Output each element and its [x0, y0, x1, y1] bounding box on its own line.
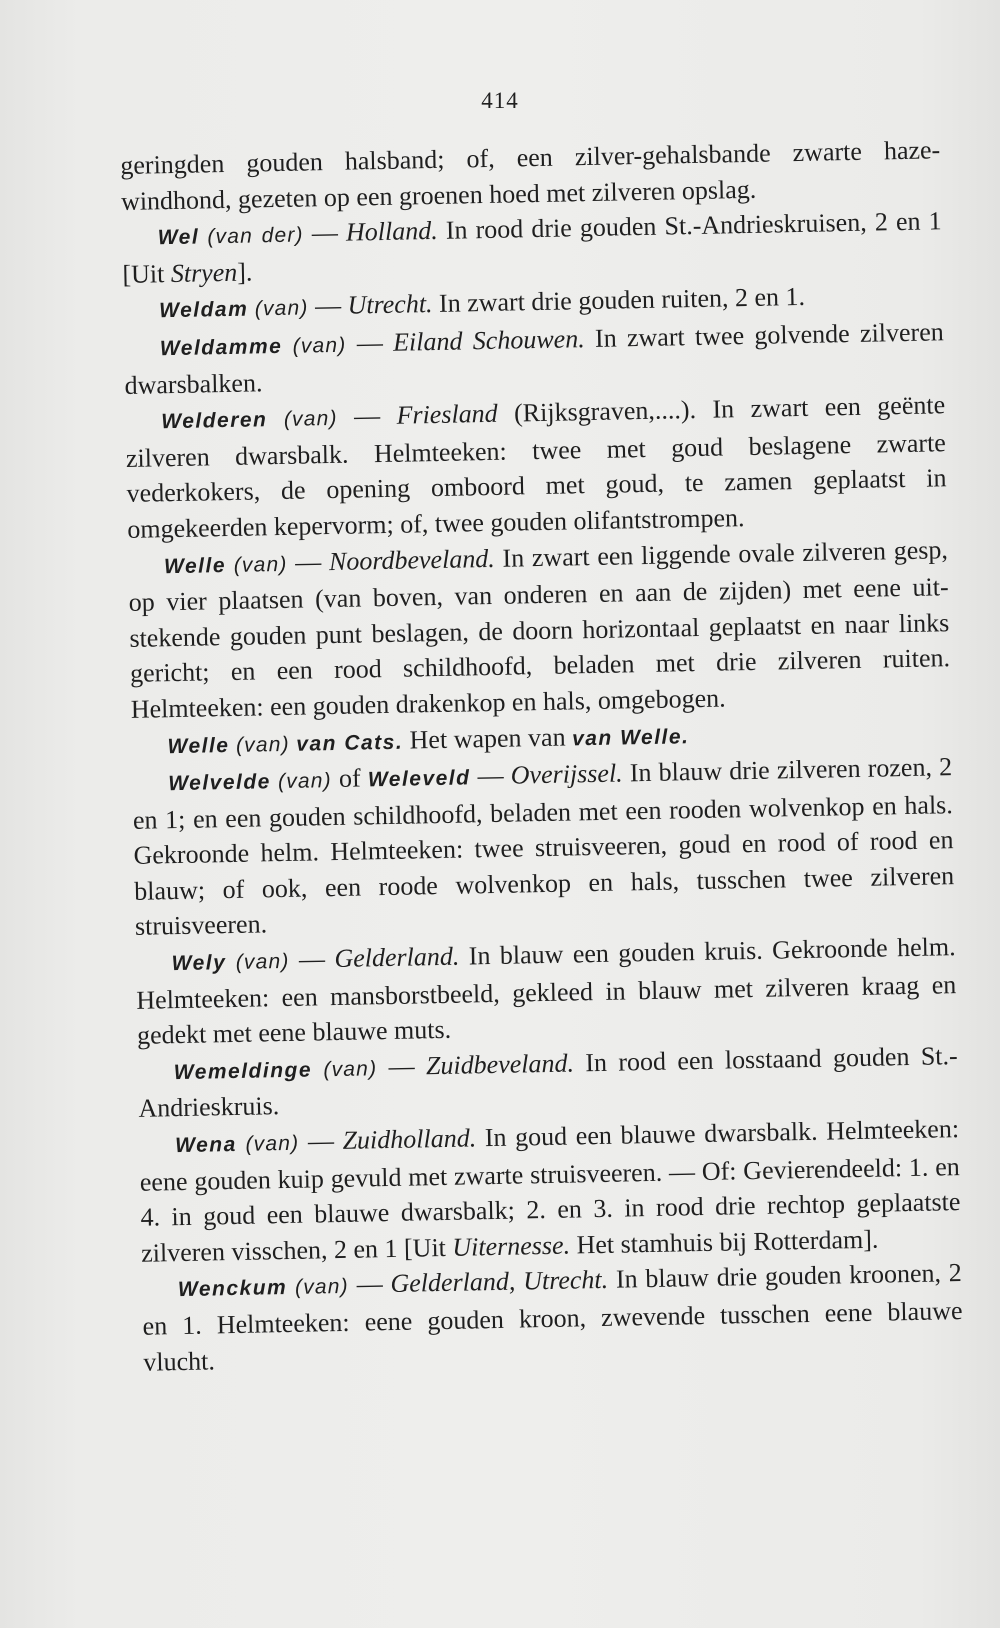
entry-name: Welderen	[161, 408, 268, 434]
entry-text: geringden gouden halsband; of, een zilver-gehalsbande zwarte haze-windhond, gezeten op een groenen hoed met zilveren opslag.	[120, 135, 941, 216]
entry-text: In zwart een liggende ovale zilveren gesp, op vier plaatsen (van boven, van onderen en aan de zijden) met eene uit-stekende gouden punt beslagen, de doorn horizontaal geplaatst en naar links gericht; en een rood schildhoofd, beladen met drie zilveren ruiten. Helmteeken: een gouden drakenkop en hals, omgebogen.	[128, 534, 951, 724]
entry-reference: van Welle.	[571, 724, 690, 750]
entry-place: Utrecht.	[347, 289, 433, 321]
entry-place: Overijssel.	[510, 758, 623, 790]
entry-qualifier: (van)	[233, 552, 288, 577]
entry-text: In zwart drie gouden ruiten, 2 en 1.	[438, 282, 806, 319]
entry-text: In blauw drie zilveren rozen, 2 en 1; en een gouden schildhoofd, beladen met een rooden wolvenkop en hals. Gekroonde helm. Helmteeken: twee struisveeren, goud en rood of rood en blauw; of ook, een roode wolvenkop en hals, tusschen twee zilveren struisveeren.	[132, 752, 955, 942]
entry-qualifier: (van der)	[207, 223, 304, 249]
entry-alt-name: Weleveld	[367, 766, 471, 792]
entry-name: Wenckum	[177, 1276, 288, 1302]
entry-place: Gelderland.	[334, 941, 460, 974]
entry-text-italic: Stryen	[170, 257, 238, 288]
entry-dash: —	[307, 1126, 335, 1156]
entry-dash: —	[294, 546, 322, 577]
entry-name-suffix: van Cats.	[296, 730, 404, 756]
entry-qualifier: (van)	[245, 1131, 300, 1156]
entry-dash: —	[477, 760, 504, 791]
entry-name: Weldamme	[159, 334, 283, 361]
entry-qualifier: (van)	[277, 769, 333, 794]
entry-place: Zuidholland.	[342, 1123, 477, 1155]
entry-dash: —	[356, 327, 384, 358]
entry-place: Friesland	[396, 398, 498, 430]
entry-text: In zwart twee golvende zilveren dwarsbalken.	[124, 317, 944, 400]
entry-qualifier: (van)	[323, 1057, 378, 1082]
entry-dash: —	[356, 1269, 383, 1300]
entry-qualifier: (van)	[235, 732, 291, 757]
entry-of: of	[338, 763, 361, 794]
entry-place: Zuidbeveland.	[425, 1048, 575, 1081]
entry-welderen	[125, 387, 948, 547]
entry-text-end: ].	[236, 257, 253, 287]
entry-welle	[128, 532, 951, 728]
entry-text-italic: Uiternesse.	[452, 1230, 571, 1262]
entry-qualifier: (van)	[292, 333, 347, 358]
entry-name: Welle	[163, 553, 227, 578]
entry-text: In blauw drie gouden kroonen, 2 en 1. Helmteeken: eene gouden kroon, zwevende tusschen eene blauwe vlucht.	[142, 1258, 963, 1377]
entry-place: Noordbeveland.	[328, 543, 496, 576]
entry-wena	[139, 1111, 962, 1271]
entry-dash: —	[298, 944, 326, 974]
entry-dash: —	[311, 218, 339, 248]
entry-text: In goud een blauwe dwarsbalk. Helmteeken: eene gouden kuip gevuld met zwarte struisveeren. — Of: Gevierendeeld: 1. en 4. in goud een blauwe dwarsbalk; 2. en 3. in rood drie rechtop geplaatste zilveren visschen, 2 en 1 [Uit	[139, 1114, 961, 1268]
entry-name: Wel	[157, 225, 200, 250]
entry-place: Gelderland, Utrecht.	[390, 1265, 609, 1299]
entry-qualifier: (van)	[283, 407, 338, 432]
entry-name: Wena	[174, 1132, 238, 1158]
entry-text-end: Het stamhuis bij Rotterdam].	[569, 1224, 879, 1260]
entry-qualifier: (van)	[294, 1275, 350, 1300]
entry-wely	[135, 929, 957, 1054]
entry-name: Welle	[167, 733, 230, 758]
entry-place: Eiland Schouwen.	[392, 324, 585, 357]
entry-name: Weldam	[158, 297, 249, 323]
entry-text: In rood drie gouden St.-Andrieskruisen, 2 en 1 [Uit	[122, 206, 942, 289]
entry-text: Het wapen van	[409, 721, 573, 755]
entry-name: Wemeldinge	[173, 1058, 313, 1084]
entry-dash: —	[314, 291, 342, 321]
entry-text: In blauw een gouden kruis. Gekroonde helm. Helmteeken: een mansborstbeeld, gekleed in blauw met zilveren kraag en gedekt met eene blauwe muts.	[136, 932, 957, 1051]
entry-name: Welvelde	[167, 770, 272, 796]
entry-dash: —	[388, 1051, 415, 1081]
entry-qualifier: (van)	[235, 949, 290, 974]
entry-place: Holland.	[345, 216, 438, 247]
page-number: 414	[481, 88, 519, 113]
page-text	[120, 132, 964, 1380]
entry-text: In rood een losstaand gouden St.-Andrieskruis.	[138, 1040, 958, 1124]
entry-dash: —	[353, 401, 381, 431]
entry-wenckum	[142, 1255, 964, 1380]
entry-qualifier: (van)	[254, 296, 309, 321]
entry-text: (Rijksgraven,....). In zwart een geënte zilveren dwarsbalk. Helmteeken: twee met goud beslagene zwarte vederkokers, de opening omboord met goud, te zamen geplaatst in omgekeerden kepervorm; of, twee gouden olifantstrompen.	[125, 390, 947, 544]
entry-name: Wely	[171, 951, 227, 976]
entry-welvelde	[132, 749, 955, 945]
